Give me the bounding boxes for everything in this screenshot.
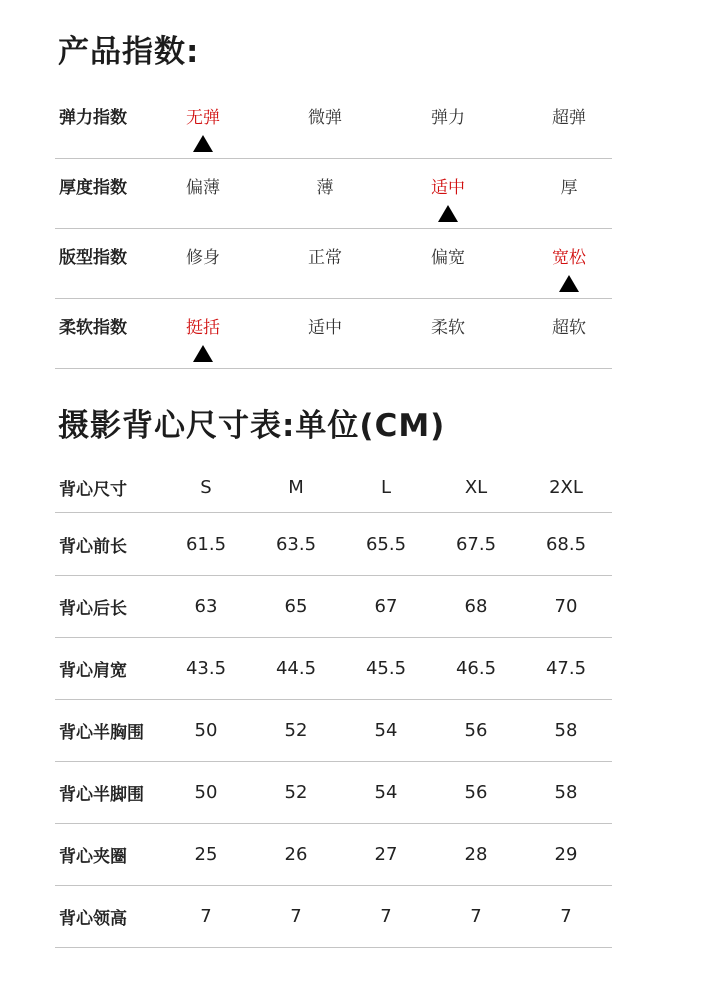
triangle-up-icon [193, 345, 213, 362]
table-cell: 29 [554, 843, 578, 865]
table-cell: 7 [290, 905, 302, 927]
size-header-label: 背心尺寸 [59, 479, 127, 500]
table-row [55, 637, 612, 700]
index-row-thickness [55, 158, 612, 229]
row-label: 背心肩宽 [59, 660, 127, 681]
size-header-cell: XL [464, 476, 488, 498]
size-header-cell: 2XL [549, 476, 583, 498]
size-header-cell: L [380, 476, 392, 498]
row-label: 背心前长 [59, 536, 127, 557]
table-row [55, 575, 612, 638]
table-cell: 61.5 [185, 533, 227, 555]
index-row-label: 柔软指数 [59, 318, 127, 338]
table-cell: 27 [374, 843, 398, 865]
index-row-label: 版型指数 [59, 248, 127, 268]
index-row-label: 厚度指数 [59, 178, 127, 198]
table-row [55, 699, 612, 762]
index-option: 超软 [552, 318, 586, 338]
table-cell: 67 [374, 595, 398, 617]
table-row [55, 513, 612, 576]
product-index-title: 产品指数: [58, 34, 200, 70]
table-row [55, 823, 612, 886]
row-label: 背心夹圈 [59, 846, 127, 867]
index-option: 适中 [308, 318, 342, 338]
index-option: 正常 [308, 248, 342, 268]
index-option: 薄 [316, 178, 334, 198]
index-option: 厚 [560, 178, 578, 198]
table-cell: 68.5 [545, 533, 587, 555]
table-row [55, 885, 612, 948]
table-cell: 65.5 [365, 533, 407, 555]
table-cell: 67.5 [455, 533, 497, 555]
table-cell: 44.5 [275, 657, 317, 679]
table-cell: 26 [284, 843, 308, 865]
table-row [55, 761, 612, 824]
index-option: 偏薄 [186, 178, 220, 198]
table-cell: 63.5 [275, 533, 317, 555]
row-label: 背心半胸围 [59, 722, 144, 743]
index-option: 超弹 [552, 108, 586, 128]
table-cell: 56 [464, 719, 488, 741]
index-option: 偏宽 [431, 248, 465, 268]
table-cell: 47.5 [545, 657, 587, 679]
table-cell: 58 [554, 719, 578, 741]
table-cell: 68 [464, 595, 488, 617]
index-option: 适中 [431, 178, 465, 198]
table-cell: 65 [284, 595, 308, 617]
triangle-up-icon [193, 135, 213, 152]
index-row-label: 弹力指数 [59, 108, 127, 128]
index-option: 无弹 [186, 108, 220, 128]
index-option: 弹力 [431, 108, 465, 128]
table-cell: 46.5 [455, 657, 497, 679]
table-cell: 54 [374, 781, 398, 803]
table-cell: 56 [464, 781, 488, 803]
row-label: 背心半脚围 [59, 784, 144, 805]
table-cell: 63 [194, 595, 218, 617]
index-option: 微弹 [308, 108, 342, 128]
table-cell: 70 [554, 595, 578, 617]
size-header-cell: S [200, 476, 212, 498]
table-cell: 52 [284, 781, 308, 803]
table-cell: 7 [380, 905, 392, 927]
index-option: 柔软 [431, 318, 465, 338]
table-cell: 7 [560, 905, 572, 927]
size-header-cell: M [288, 476, 304, 498]
table-cell: 54 [374, 719, 398, 741]
index-row-elasticity [55, 88, 612, 159]
table-cell: 50 [194, 781, 218, 803]
table-cell: 7 [470, 905, 482, 927]
table-cell: 58 [554, 781, 578, 803]
table-cell: 7 [200, 905, 212, 927]
row-label: 背心领高 [59, 908, 127, 929]
triangle-up-icon [438, 205, 458, 222]
index-option: 挺括 [186, 318, 220, 338]
size-table-header [55, 462, 612, 513]
table-cell: 28 [464, 843, 488, 865]
triangle-up-icon [559, 275, 579, 292]
table-cell: 43.5 [185, 657, 227, 679]
index-option: 宽松 [552, 248, 586, 268]
size-chart-title: 摄影背心尺寸表:单位(CM) [58, 408, 446, 444]
table-cell: 52 [284, 719, 308, 741]
table-cell: 50 [194, 719, 218, 741]
table-cell: 25 [194, 843, 218, 865]
index-row-fit [55, 228, 612, 299]
row-label: 背心后长 [59, 598, 127, 619]
table-cell: 45.5 [365, 657, 407, 679]
index-option: 修身 [186, 248, 220, 268]
index-row-softness [55, 298, 612, 369]
